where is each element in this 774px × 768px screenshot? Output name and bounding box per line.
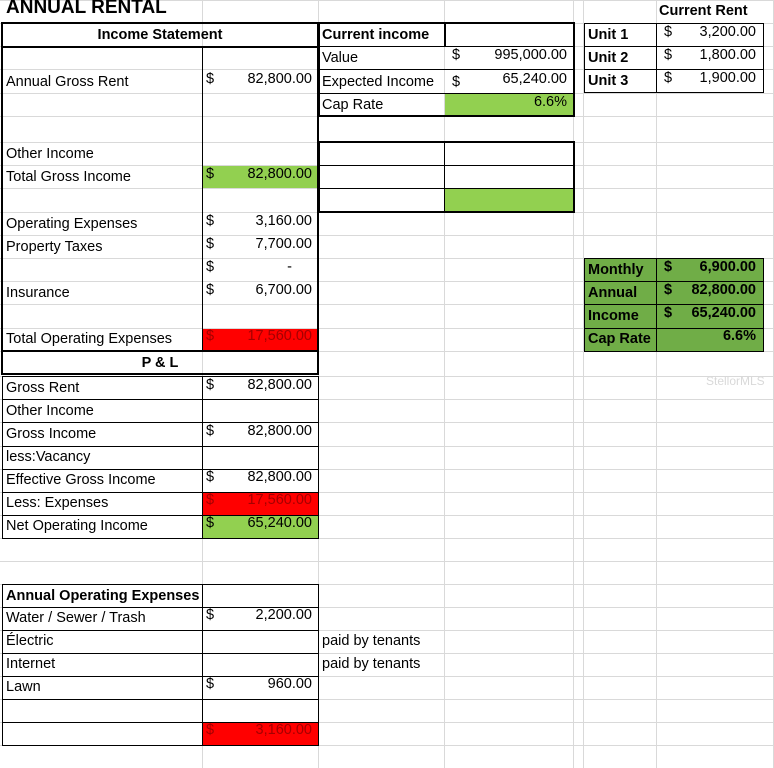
currency-symbol: $ xyxy=(206,607,215,623)
currency-symbol: $ xyxy=(206,676,215,692)
pl-effective-gross-income-label: Effective Gross Income xyxy=(6,472,156,488)
insurance-value: 6,700.00 xyxy=(255,282,312,298)
water-label: Water / Sewer / Trash xyxy=(6,610,146,626)
unit-2-label: Unit 2 xyxy=(588,50,629,66)
expected-income-amount: 65,240.00 xyxy=(502,71,567,87)
property-taxes-value: 7,700.00 xyxy=(255,236,312,252)
currency-symbol: $ xyxy=(206,722,215,738)
currency-symbol: $ xyxy=(664,259,673,275)
page-title: ANNUAL RENTAL xyxy=(6,0,167,18)
cap-rate-label: Cap Rate xyxy=(322,97,384,113)
annual-opex-total-value: 3,160.00 xyxy=(255,722,312,738)
currency-symbol: $ xyxy=(206,377,215,393)
pl-less-vacancy-label: less:Vacancy xyxy=(6,449,91,465)
currency-symbol: $ xyxy=(206,328,215,344)
currency-symbol: $ xyxy=(206,423,215,439)
currency-symbol: $ xyxy=(664,47,673,63)
pl-less-expenses-label: Less: Expenses xyxy=(6,495,109,511)
blank-expense-value: - xyxy=(287,259,292,275)
pl-net-operating-income-value: 65,240.00 xyxy=(247,515,312,531)
unit-3-value: 1,900.00 xyxy=(699,70,756,86)
currency-symbol: $ xyxy=(664,282,673,298)
watermark: StellorMLS xyxy=(706,374,765,388)
electric-note: paid by tenants xyxy=(322,633,421,649)
value-amount: 995,000.00 xyxy=(494,47,567,63)
internet-label: Internet xyxy=(6,656,56,672)
insurance-label: Insurance xyxy=(6,285,70,301)
unit-1-label: Unit 1 xyxy=(588,27,629,43)
total-operating-expenses-value: 17,560.00 xyxy=(247,328,312,344)
summary-cap-rate-label: Cap Rate xyxy=(588,331,651,347)
summary-income-label: Income xyxy=(588,308,639,324)
unit-2-value: 1,800.00 xyxy=(699,47,756,63)
lawn-value: 960.00 xyxy=(267,676,312,692)
pl-effective-gross-income-value: 82,800.00 xyxy=(247,469,312,485)
other-income-label: Other Income xyxy=(6,146,94,162)
pl-gross-rent-value: 82,800.00 xyxy=(247,377,312,393)
summary-monthly-label: Monthly xyxy=(588,262,644,278)
pl-less-expenses-value: 17,560.00 xyxy=(247,492,312,508)
summary-annual-value: 82,800.00 xyxy=(691,282,756,298)
lawn-label: Lawn xyxy=(6,679,41,695)
property-taxes-label: Property Taxes xyxy=(6,239,103,255)
current-income-header: Current income xyxy=(322,27,430,43)
unit-3-label: Unit 3 xyxy=(588,73,629,89)
currency-symbol: $ xyxy=(664,24,673,40)
currency-symbol: $ xyxy=(206,71,215,87)
cap-rate-value: 6.6% xyxy=(533,94,567,110)
pl-other-income-label: Other Income xyxy=(6,403,94,419)
currency-symbol: $ xyxy=(452,47,461,63)
currency-symbol: $ xyxy=(664,305,673,321)
annual-gross-rent-label: Annual Gross Rent xyxy=(6,74,129,90)
currency-symbol: $ xyxy=(206,515,215,531)
summary-monthly-value: 6,900.00 xyxy=(699,259,756,275)
currency-symbol: $ xyxy=(206,492,215,508)
total-gross-income-value: 82,800.00 xyxy=(247,166,312,182)
currency-symbol: $ xyxy=(452,74,461,90)
operating-expenses-label: Operating Expenses xyxy=(6,216,138,232)
annual-opex-header: Annual Operating Expenses xyxy=(6,588,200,604)
operating-expenses-value: 3,160.00 xyxy=(255,213,312,229)
current-rent-header: Current Rent xyxy=(659,3,748,19)
pl-gross-income-label: Gross Income xyxy=(6,426,97,442)
summary-cap-rate-value: 6.6% xyxy=(722,328,756,344)
summary-income-value: 65,240.00 xyxy=(691,305,756,321)
expected-income-label: Expected Income xyxy=(322,74,435,90)
internet-note: paid by tenants xyxy=(322,656,421,672)
pl-gross-income-value: 82,800.00 xyxy=(247,423,312,439)
empty-box xyxy=(318,141,575,213)
water-value: 2,200.00 xyxy=(255,607,312,623)
currency-symbol: $ xyxy=(206,259,215,275)
currency-symbol: $ xyxy=(206,236,215,252)
electric-label: Électric xyxy=(6,633,54,649)
pl-net-operating-income-label: Net Operating Income xyxy=(6,518,148,534)
income-statement-header: Income Statement xyxy=(97,27,223,43)
currency-symbol: $ xyxy=(206,282,215,298)
total-gross-income-label: Total Gross Income xyxy=(6,169,131,185)
summary-annual-label: Annual xyxy=(588,285,638,301)
pl-header: P & L xyxy=(141,355,179,371)
annual-gross-rent-value: 82,800.00 xyxy=(247,71,312,87)
currency-symbol: $ xyxy=(664,70,673,86)
pl-gross-rent-label: Gross Rent xyxy=(6,380,80,396)
unit-1-value: 3,200.00 xyxy=(699,24,756,40)
currency-symbol: $ xyxy=(206,469,215,485)
total-operating-expenses-label: Total Operating Expenses xyxy=(6,331,173,347)
currency-symbol: $ xyxy=(206,213,215,229)
currency-symbol: $ xyxy=(206,166,215,182)
value-label: Value xyxy=(322,50,359,66)
